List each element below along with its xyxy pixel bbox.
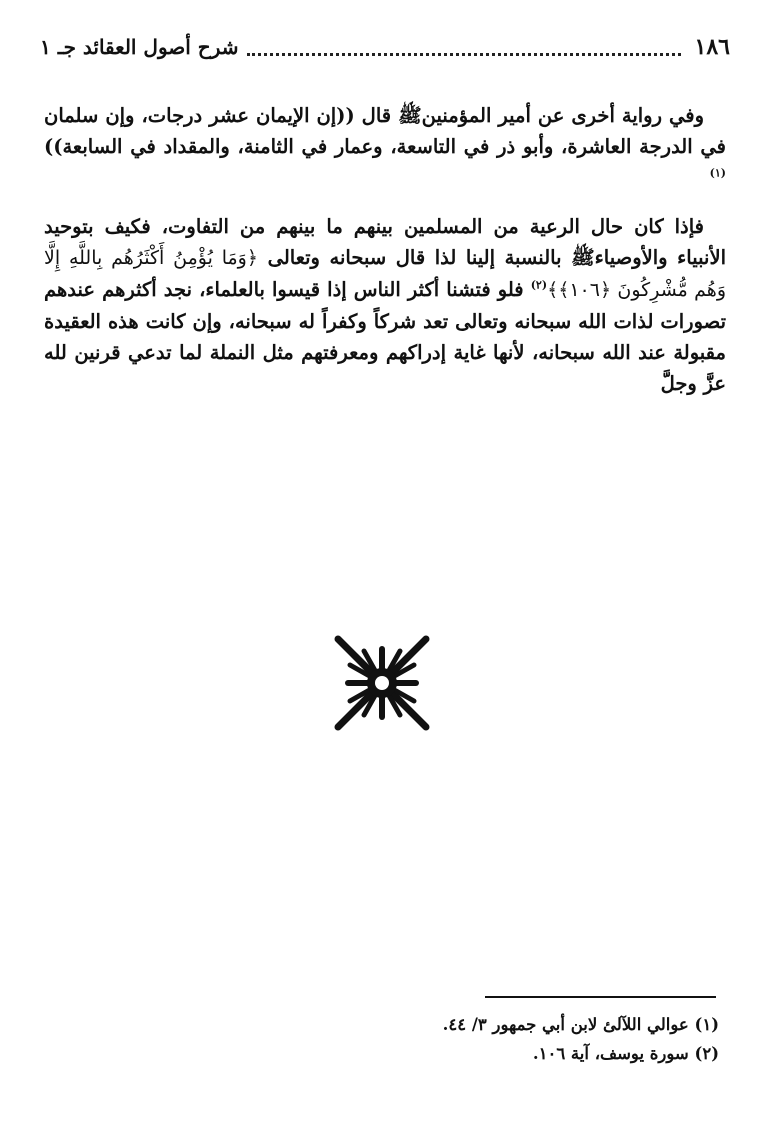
main-text [44, 100, 726, 417]
paragraph-2-text-after: فلو فتشنا أكثر الناس إذا قيسوا بالعلماء، نجد أكثرهم عندهم تصورات لذات الله سبحانه وتعالى تعد شركاً وكفراً له سبحانه، وإن كانت هذه العقيدة مقبولة عند الله سبحانه، لأنها غاية إدراكهم ومعرفتهم مثل النملة لما تدعي قرنين لله عزَّ وجلَّ [44, 278, 726, 395]
paragraph-2-text-before: فإذا كان حال الرعية من المسلمين بينهم ما بينهم من التفاوت، فكيف بتوحيد الأنبياء والأوصياءﷺ بالنسبة إلينا لذا قال سبحانه وتعالى [44, 215, 726, 269]
paragraph-1-text: وفي رواية أخرى عن أمير المؤمنينﷺ قال ((إن الإيمان عشر درجات، وإن سلمان في الدرجة العاشرة، وأبو ذر في التاسعة، وعمار في الثامنة، والمقداد في السابعة)) [44, 104, 726, 158]
page-number: ١٨٦ [694, 34, 730, 60]
paragraph-2 [44, 211, 726, 399]
quran-verse: ﴿وَمَا يُؤْمِنُ أَكْثَرُهُم بِاللَّهِ إِلَّا وَهُم مُّشْرِكُونَ ﴿١٠٦﴾﴾ [44, 247, 726, 301]
footnotes [319, 1010, 719, 1068]
page-header [40, 30, 730, 64]
paragraph-1 [44, 100, 726, 193]
footnote-ref-2: (٢) [530, 278, 548, 292]
footnote-ref-1: (١) [709, 166, 726, 180]
starburst-ornament-icon [330, 631, 434, 735]
book-title: شرح أصول العقائد جـ ١ [40, 35, 239, 59]
header-dotted-leader [247, 39, 681, 56]
footnote-separator [485, 996, 716, 998]
footnote-2: (٢) سورة يوسف، آية ١٠٦. [532, 1044, 719, 1063]
footnote-1: (١) عوالي اللآلئ لابن أبي جمهور ٣/ ٤٤. [442, 1015, 719, 1034]
